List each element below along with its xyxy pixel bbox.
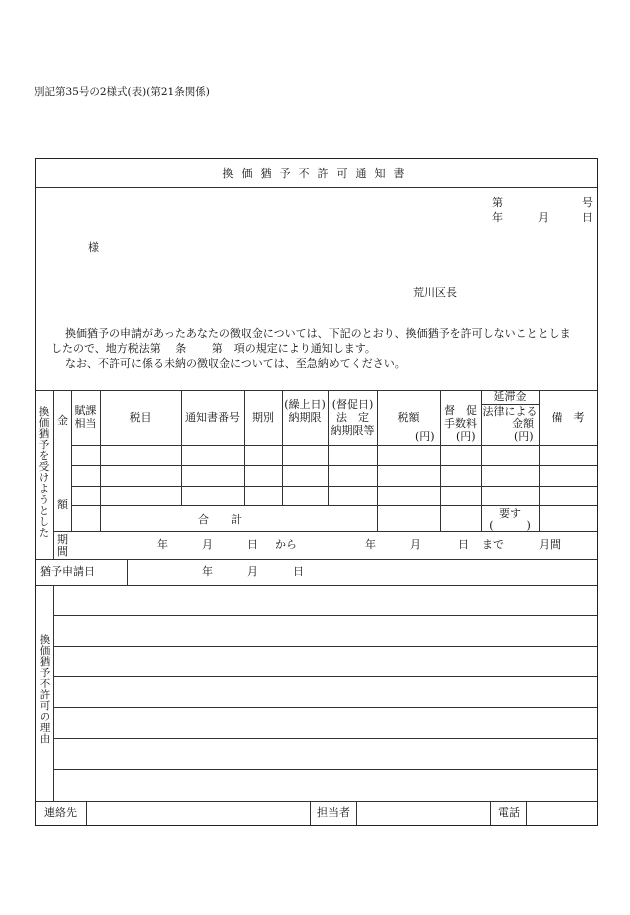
period-start-year: 年: [157, 538, 168, 551]
application-date-label: 猶予申請日: [40, 565, 95, 578]
header-kingaku: 金額: [512, 417, 534, 430]
header-tesuryo: 手数料: [444, 417, 477, 430]
header-entaikin: 延滞金: [493, 390, 527, 403]
body-line-1: 換価猶予の申請があったあなたの徴収金については、下記のとおり、換価猶予を許可しないこととしま: [65, 327, 571, 340]
total-label: 合 計: [198, 513, 242, 526]
period-from: から: [275, 538, 297, 551]
col-left-divider: [53, 390, 54, 559]
reason-bottom: [36, 801, 597, 802]
reason-vertical-label: 換価猶予不許可の理由: [38, 634, 51, 744]
header-zeimoku: 税目: [129, 411, 152, 424]
period-row-bottom: [36, 559, 597, 560]
number-suffix: 号: [582, 196, 593, 209]
form-title: 換価猶予不許可通知書: [222, 167, 413, 180]
phone-label: 電話: [498, 806, 520, 819]
issuer: 荒川区長: [413, 286, 457, 299]
header-noukigen: 納期限: [288, 411, 322, 424]
application-day: 日: [293, 565, 304, 578]
reason-line-3: [53, 676, 597, 677]
body-line-2: したので、地方税法第 条 第 項の規定により通知します。: [51, 342, 376, 355]
reason-line-5: [53, 738, 597, 739]
date-month-label: 月: [538, 211, 549, 224]
header-houritsu: 法律による: [482, 405, 538, 418]
period-end-month: 月: [410, 538, 421, 551]
header-fuka-1: 賦課: [74, 404, 97, 417]
row-3-bottom: [71, 505, 597, 506]
gaku-label: 額: [57, 498, 68, 511]
header-zeigaku: 税額: [397, 411, 420, 424]
period-label-2: 間: [57, 545, 68, 558]
row-2-bottom: [71, 486, 597, 487]
period-start-month: 月: [202, 538, 213, 551]
header-yen-3: (円): [514, 430, 534, 443]
header-tokusokubi: (督促日): [331, 398, 374, 411]
header-kuriage: (繰上日): [284, 398, 326, 411]
header-fuka-2: 相当: [74, 417, 97, 430]
contact-divider-2: [310, 801, 311, 825]
application-date-bottom: [36, 585, 597, 586]
period-label-1: 期: [57, 533, 68, 546]
reason-line-1: [53, 615, 597, 616]
title-divider: [36, 187, 597, 188]
header-yen-2: (円): [456, 430, 476, 443]
period-start-day: 日: [247, 538, 258, 551]
col-tsuchi-divider: [244, 390, 245, 505]
application-month: 月: [247, 565, 258, 578]
application-year: 年: [202, 565, 213, 578]
contact-divider-5: [526, 801, 527, 825]
reason-line-2: [53, 646, 597, 647]
header-houtei-noukigen: 納期限等: [330, 424, 375, 437]
contact-label: 連絡先: [44, 806, 77, 819]
period-until: まで: [482, 538, 504, 551]
reason-line-6: [53, 769, 597, 770]
header-houtei: 法 定: [336, 411, 369, 424]
form-caption: 別記第35号の2様式(表)(第21条関係): [34, 86, 210, 98]
header-yen-1: (円): [415, 430, 435, 443]
number-prefix: 第: [492, 196, 503, 209]
contact-divider-4: [490, 801, 491, 825]
yosu-label: 要す: [499, 507, 521, 520]
date-year-label: 年: [492, 211, 503, 224]
row-1-bottom: [71, 465, 597, 466]
kin-label: 金: [57, 414, 68, 427]
header-biko: 備 考: [551, 411, 585, 424]
header-tokusoku: 督 促: [444, 404, 477, 417]
yosu-paren: ( ): [489, 519, 531, 532]
application-date-divider: [127, 559, 128, 585]
header-bottom-line: [71, 445, 597, 446]
body-line-3: なお、不許可に係る未納の徴収金については、至急納めてください。: [65, 357, 406, 370]
period-end-year: 年: [365, 538, 376, 551]
addressee-suffix: 様: [88, 241, 99, 254]
reason-line-4: [53, 707, 597, 708]
period-months: 月間: [539, 538, 561, 551]
contact-divider-1: [86, 801, 87, 825]
contact-divider-3: [356, 801, 357, 825]
date-day-label: 日: [582, 211, 593, 224]
period-end-day: 日: [458, 538, 469, 551]
person-label: 担当者: [317, 806, 350, 819]
notice-form: [35, 158, 598, 826]
header-kibetsu: 期別: [252, 411, 274, 424]
header-tsuchisho: 通知書番号: [185, 411, 240, 424]
target-vertical-label: 換価猶予を受けようとした: [37, 406, 50, 538]
col-zeimoku-divider: [181, 390, 182, 505]
